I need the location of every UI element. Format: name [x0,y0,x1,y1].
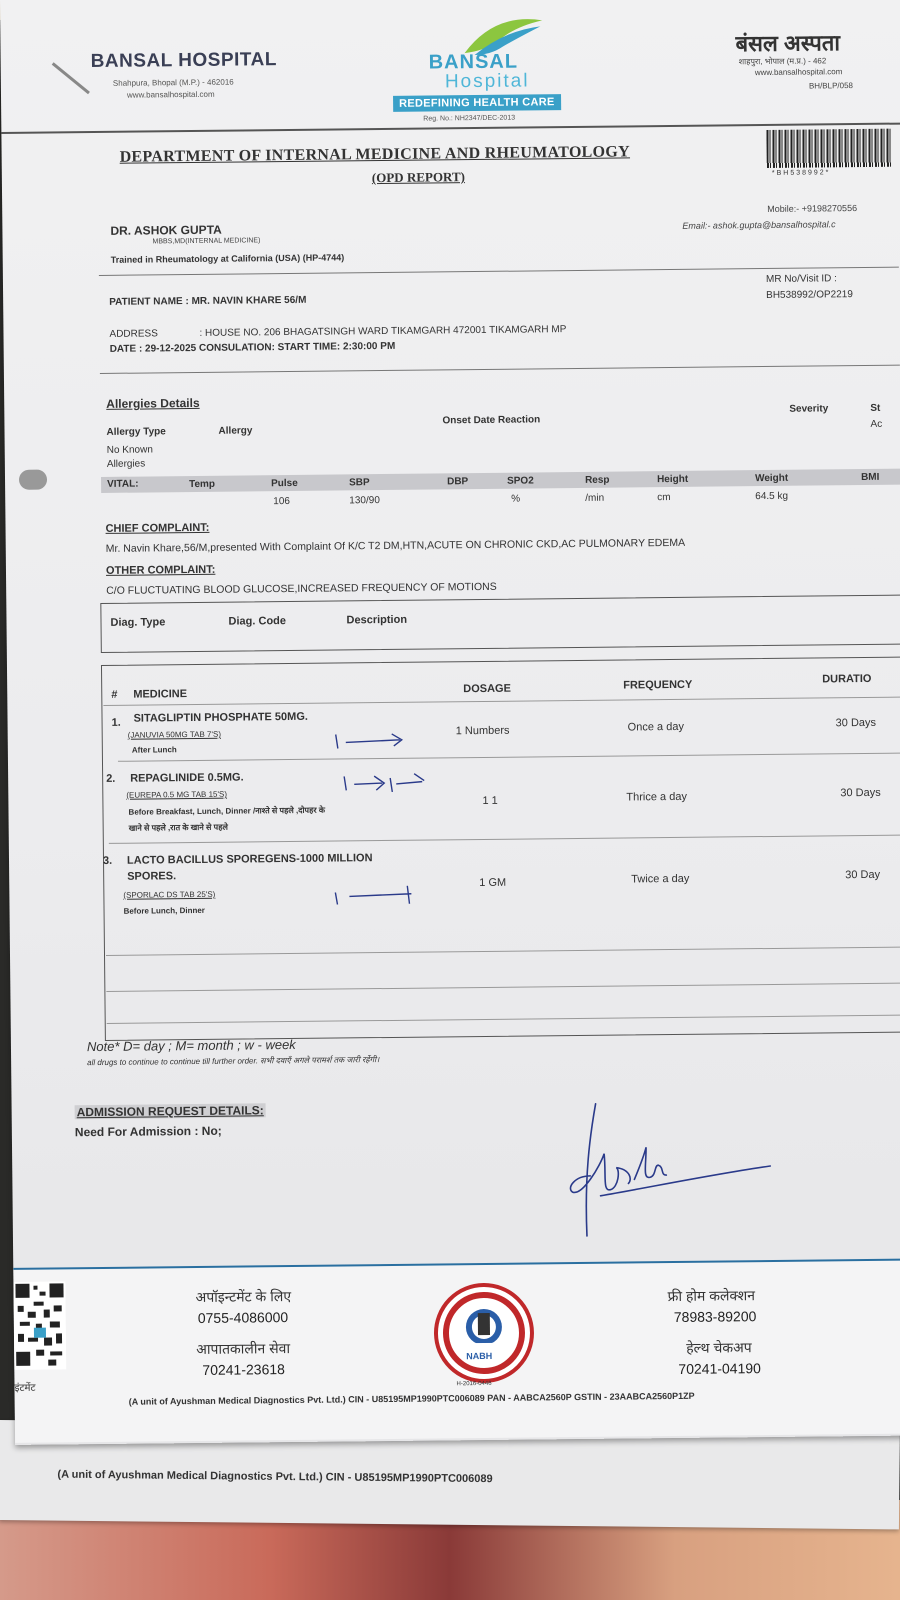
medicine-instruction: Before Lunch, Dinner [123,905,205,916]
health-checkup-number: 70241-04190 [678,1360,761,1377]
hospital-name: BANSAL HOSPITAL [90,49,277,73]
divider [100,365,900,374]
hospital-logo [392,14,603,136]
medicine-number: 2. [106,772,116,785]
hospital-address-hindi: शाहपुरा, भोपाल (म.प्र.) - 462 [738,56,827,67]
address-value: : HOUSE NO. 206 BHAGATSINGH WARD TIKAMGARH 472001 TIKAMGARH MP [199,324,567,339]
med-header-medicine: MEDICINE [133,688,188,701]
handwritten-mark [330,728,410,753]
medicine-dosage: 1 Numbers [455,724,510,738]
medicine-frequency: Once a day [627,720,684,734]
doctor-email: Email:- ashok.gupta@bansalhospital.c [682,219,836,231]
company-registration-line: (A unit of Ayushman Medical Diagnostics Pvt. Ltd.) CIN - U85195MP1990PTC006089 PAN - AABCA2560P GSTIN - 23AABCA2560P1ZP [128,1390,695,1407]
nabh-text: NABH [466,1350,493,1362]
vital-value-resp: /min [585,492,605,504]
diagnosis-box [100,595,900,653]
doctor-qualification: MBBS,MD(INTERNAL MEDICINE) [152,237,261,246]
department-title: DEPARTMENT OF INTERNAL MEDICINE AND RHEUMATOLOGY [119,143,631,166]
continuation-note: all drugs to continue to continue till further order. सभी दवाएँ अगले परामर्श तक जारी रहेंगी। [87,1055,380,1068]
mr-visit-value: BH538992/OP2219 [766,289,853,301]
allergy-header: Allergy [218,425,253,437]
vital-value-pulse: 106 [273,495,291,508]
med-header-duration: DURATIO [822,672,872,686]
vitals-label: VITAL: [107,478,139,490]
vital-header-dbp: DBP [447,476,469,488]
diag-description-header: Description [346,613,408,627]
medicine-instruction: Before Breakfast, Lunch, Dinner /नाश्ते से पहले ,दोपहर के [128,805,325,817]
logo-hospital-text: Hospital [444,70,530,93]
abbreviation-note: Note* D= day ; M= month ; w - week [86,1036,296,1055]
mr-visit-label: MR No/Visit ID : [765,273,837,285]
patient-name: PATIENT NAME : MR. NAVIN KHARE 56/M [109,294,307,308]
medicine-duration: 30 Day [845,868,881,882]
report-subtitle: (OPD REPORT) [371,169,466,186]
hospital-address: Shahpura, Bhopal (M.P.) - 462016 [112,77,234,88]
nabh-code: H-2016-0446 [456,1380,492,1388]
medicine-instruction: After Lunch [131,745,177,755]
hospital-website-right: www.bansalhospital.com [754,67,843,78]
chief-complaint-text: Mr. Navin Khare,56/M,presented With Complaint Of K/C T2 DM,HTN,ACUTE ON CHRONIC CKD,AC PULMONARY EDEMA [105,536,686,555]
handwritten-mark [338,770,428,797]
medicine-name-cont: SPORES. [127,870,177,883]
medicine-number: 3. [102,854,113,867]
emergency-label: आपातकालीन सेवा [196,1340,291,1358]
other-complaint-text: C/O FLUCTUATING BLOOD GLUCOSE,INCREASED FREQUENCY OF MOTIONS [106,580,497,597]
appointment-number: 0755-4086000 [197,1309,289,1327]
home-collection-label: फ्री होम कलेक्शन [667,1287,756,1305]
allergies-title: Allergies Details [106,395,200,411]
vital-header-weight: Weight [754,472,789,485]
medicine-frequency: Twice a day [631,872,690,886]
medicine-brand: (JANUVIA 50MG TAB 7'S) [127,729,222,740]
hospital-name-hindi: बंसल अस्पता [735,30,841,57]
medicine-frequency: Thrice a day [626,790,687,804]
punch-hole [19,470,47,490]
admission-value: Need For Admission : No; [74,1123,222,1140]
appointment-label: अपॉइन्टमेंट के लिए [195,1288,292,1306]
med-header-dosage: DOSAGE [463,682,511,696]
doctor-training: Trained in Rheumatology at California (USA) (HP-4744) [110,252,345,265]
vital-value-height: cm [657,492,671,504]
medicine-dosage: 1 GM [479,876,507,890]
home-collection-number: 78983-89200 [673,1308,757,1326]
status-header: St [870,402,881,414]
doctor-mobile: Mobile:- +9198270556 [767,203,858,214]
medicine-brand: (EUREPA 0.5 MG TAB 15'S) [126,789,228,800]
diag-code-header: Diag. Code [228,615,287,628]
barcode-number: *BH538992* [771,169,831,177]
emergency-number: 70241-23618 [202,1361,285,1378]
vital-header-resp: Resp [585,474,610,486]
handwritten-mark [329,882,419,909]
side-hindi-text: इंटमेंट [14,1382,36,1394]
vital-header-bmi: BMI [860,471,880,484]
admission-title: ADMISSION REQUEST DETAILS: [76,1103,264,1120]
chief-complaint-title: CHIEF COMPLAINT: [105,521,210,535]
allergy-value-line2: Allergies [106,458,146,470]
health-checkup-label: हेल्थ चेकअप [686,1339,752,1356]
medicine-number: 1. [111,716,121,729]
medicine-name: SITAGLIPTIN PHOSPHATE 50MG. [133,710,308,725]
medicine-duration: 30 Days [835,716,877,730]
logo-tagline: REDEFINING HEALTH CARE [393,94,561,112]
diag-type-header: Diag. Type [110,616,166,629]
vital-header-spo2: SPO2 [507,475,534,487]
registration-number: Reg. No.: NH2347/DEC-2013 [423,114,516,123]
vital-header-pulse: Pulse [271,477,298,490]
vital-header-temp: Temp [189,478,216,491]
address-label: ADDRESS [109,328,158,340]
vital-header-height: Height [657,473,689,486]
second-sheet-footer: (A unit of Ayushman Medical Diagnostics Pvt. Ltd.) CIN - U85195MP1990PTC006089 [57,1468,493,1486]
vital-value-spo2: % [511,493,521,505]
medicine-instruction-hindi: खाने से पहले ,रात के खाने से पहले [128,822,228,833]
medicine-brand: (SPORLAC DS TAB 25'S) [123,889,216,900]
doctor-name: DR. ASHOK GUPTA [110,222,222,238]
vital-header-sbp: SBP [349,477,370,489]
allergy-value-line1: No Known [106,444,153,456]
medicine-name: LACTO BACILLUS SPOREGENS-1000 MILLION [126,852,373,867]
qr-code-icon [13,1281,66,1372]
medicine-dosage: 1 1 [482,794,498,807]
hospital-code: BH/BLP/058 [808,81,854,91]
med-header-frequency: FREQUENCY [623,678,693,692]
status-value: Ac [870,418,883,430]
allergy-type-header: Allergy Type [106,426,166,438]
med-header-num: # [111,688,118,701]
barcode [766,129,891,168]
consultation-date: DATE : 29-12-2025 CONSULATION: START TIME: 2:30:00 PM [109,340,396,355]
staple-mark [49,59,94,99]
table-row [111,713,120,731]
hospital-website: www.bansalhospital.com [126,89,215,100]
nabh-seal-icon [433,1282,534,1383]
onset-date-header: Onset Date Reaction [442,414,541,427]
vital-value-sbp: 130/90 [349,495,380,507]
patient-address [109,324,566,340]
medicine-name: REPAGLINIDE 0.5MG. [130,771,244,785]
medicine-duration: 30 Days [840,786,881,800]
logo-bansal-text: BANSAL [428,50,519,74]
severity-header: Severity [789,403,829,415]
doctor-signature [560,1094,792,1246]
other-complaint-title: OTHER COMPLAINT: [105,563,216,577]
vital-value-weight: 64.5 kg [755,490,789,503]
